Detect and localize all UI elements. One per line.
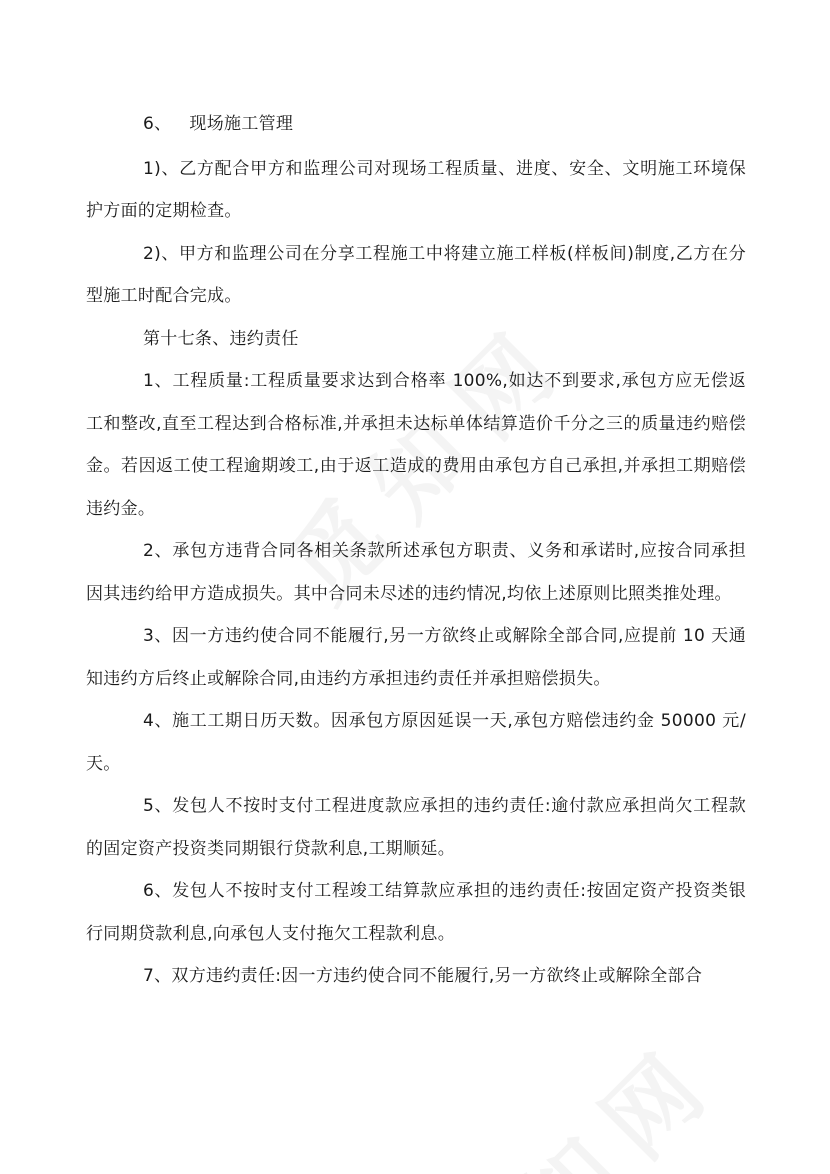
paragraph: 2、承包方违背合同各相关条款所述承包方职责、义务和承诺时,应按合同承担因其违约给甲方造成损失。其中合同未尽述的违约情况,均依上述原则比照类推处理。 (86, 541, 746, 604)
paragraph: 1)、乙方配合甲方和监理公司对现场工程质量、进度、安全、文明施工环境保护方面的定期检查。 (86, 158, 746, 221)
paragraph: 1、工程质量:工程质量要求达到合格率 100%,如达不到要求,承包方应无偿返工和整改,直至工程达到合格标准,并承担未达标单体结算造价千分之三的质量违约赔偿金。若因返工使工程逾期竣工,由于返工造成的费用由承包方自己承担,并承担工期赔偿违约金。 (86, 371, 746, 519)
article-heading: 第十七条、违约责任 (143, 328, 299, 349)
section-number: 6、 (143, 114, 172, 134)
paragraph: 2)、甲方和监理公司在分享工程施工中将建立施工样板(样板间)制度,乙方在分型施工时配合完成。 (86, 243, 746, 306)
document-body (86, 103, 746, 998)
section-title: 现场施工管理 (189, 114, 294, 134)
paragraph: 3、因一方违约使合同不能履行,另一方欲终止或解除全部合同,应提前 10 天通知违约方后终止或解除合同,由违约方承担违约责任并承担赔偿损失。 (86, 626, 746, 689)
paragraph: 7、双方违约责任:因一方违约使合同不能履行,另一方欲终止或解除全部合 (143, 966, 703, 986)
paragraph: 4、施工工期日历天数。因承包方原因延误一天,承包方赔偿违约金 50000 元/天。 (86, 711, 746, 774)
watermark (404, 1006, 743, 1174)
paragraph: 6、发包人不按时支付工程竣工结算款应承担的违约责任:按固定资产投资类银行同期贷款利息,向承包人支付拖欠工程款利息。 (86, 881, 746, 944)
paragraph: 5、发包人不按时支付工程进度款应承担的违约责任:逾付款应承担尚欠工程款的固定资产投资类同期银行贷款利息,工期顺延。 (86, 796, 746, 859)
section-heading (86, 103, 746, 146)
